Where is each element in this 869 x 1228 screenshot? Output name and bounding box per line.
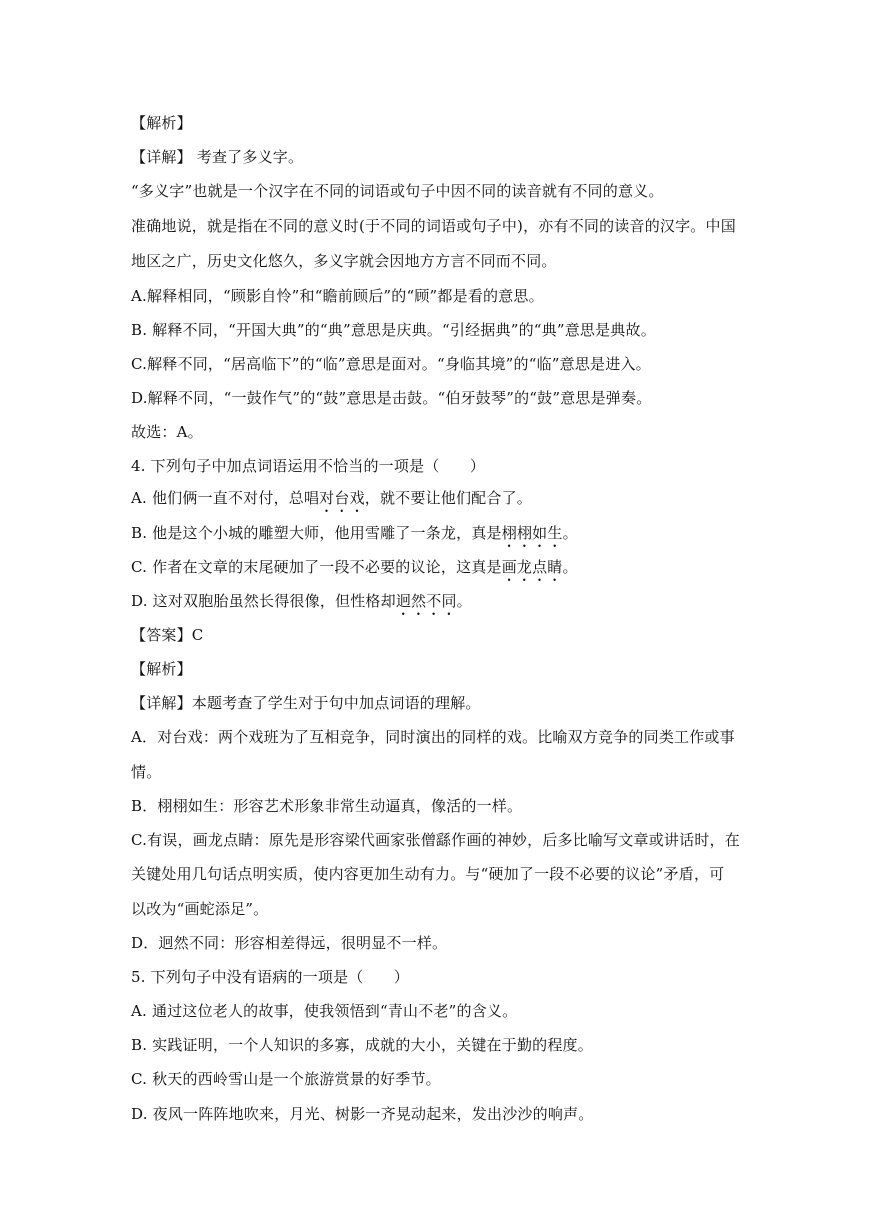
- paragraph-line: D．迥然不同：形容相差得远，很明显不一样。: [131, 934, 448, 952]
- answer-line: 【答案】C: [131, 626, 204, 644]
- section-heading-analysis: 【解析】: [131, 660, 192, 678]
- question-4-stem: 4. 下列句子中加点词语运用不恰当的一项是（ ）: [131, 457, 486, 475]
- question-5-option: C. 秋天的西岭雪山是一个旅游赏景的好季节。: [131, 1070, 441, 1088]
- dotted-term: 迥然不同: [395, 592, 457, 610]
- option-line: C.解释不同，“居高临下”的“临”意思是面对。“身临其境”的“临”意思是进入。: [131, 355, 651, 373]
- paragraph-line: 以改为“画蛇添足”。: [131, 900, 269, 918]
- option-line: A.解释相同，“顾影自怜”和“瞻前顾后”的“顾”都是看的意思。: [131, 287, 544, 305]
- option-line: D.解释不同，“一鼓作气”的“鼓”意思是击鼓。“伯牙鼓琴”的“鼓”意思是弹奏。: [131, 389, 652, 407]
- question-5-option: D. 夜风一阵阵地吹来，月光、树影一齐晃动起来，发出沙沙的响声。: [131, 1105, 594, 1123]
- section-heading-analysis: 【解析】: [131, 114, 192, 132]
- option-text: D. 这对双胞胎虽然长得很像，但性格却: [131, 592, 396, 610]
- paragraph-line: 情。: [131, 763, 162, 781]
- paragraph-line: 地区之广，历史文化悠久，多义字就会因地方方言不同而不同。: [131, 252, 557, 270]
- question-5-option: A. 通过这位老人的故事，使我领悟到“青山不老”的含义。: [131, 1002, 518, 1020]
- option-text: ，就不要让他们配合了。: [364, 489, 532, 507]
- question-4-option: [131, 488, 532, 516]
- option-text: 。: [562, 524, 578, 542]
- paragraph-line: 关键处用几句话点明实质，使内容更加生动有力。与“硬加了一段不必要的议论”矛盾，可: [131, 865, 725, 883]
- option-line: B. 解释不同，“开国大典”的“典”意思是庆典。“引经据典”的“典”意思是典故。: [131, 321, 656, 339]
- paragraph-line: “多义字”也就是一个汉字在不同的词语或句子中因不同的读音就有不同的意义。: [131, 182, 664, 200]
- dotted-term: 画龙点睛: [501, 558, 563, 576]
- paragraph-line: B．栩栩如生：形容艺术形象非常生动逼真，像活的一样。: [131, 797, 523, 815]
- question-5-option: B. 实践证明，一个人知识的多寡，成就的大小，关键在于勤的程度。: [131, 1036, 593, 1054]
- question-5-stem: 5. 下列句子中没有语病的一项是（ ）: [131, 968, 410, 986]
- paragraph-line: 准确地说，就是指在不同的意义时(于不同的词语或句子中)，亦有不同的读音的汉字。中国: [131, 217, 736, 235]
- option-text: B. 他是这个小城的雕塑大师，他用雪雕了一条龙，真是: [131, 524, 502, 542]
- paragraph-line: A．对台戏：两个戏班为了互相竞争，同时演出的同样的戏。比喻双方竞争的同类工作或事: [131, 728, 735, 746]
- option-text: 。: [456, 592, 472, 610]
- question-4-option: [131, 557, 578, 585]
- dotted-term: 栩栩如生: [501, 524, 563, 542]
- detail-heading: 【详解】 考查了多义字。: [131, 148, 304, 166]
- paragraph-line: C.有误，画龙点睛：原先是形容梁代画家张僧繇作画的神妙，后多比喻写文章或讲话时，在: [131, 831, 740, 849]
- dotted-term: 对台戏: [319, 489, 365, 507]
- option-text: 。: [562, 558, 578, 576]
- question-4-option: [131, 523, 578, 551]
- option-text: C. 作者在文章的末尾硬加了一段不必要的议论，这真是: [131, 558, 502, 576]
- option-text: A. 他们俩一直不对付，总唱: [131, 489, 320, 507]
- detail-heading: 【详解】本题考查了学生对于句中加点词语的理解。: [131, 694, 481, 712]
- answer-choice: 故选：A。: [131, 423, 203, 441]
- question-4-option: [131, 591, 472, 619]
